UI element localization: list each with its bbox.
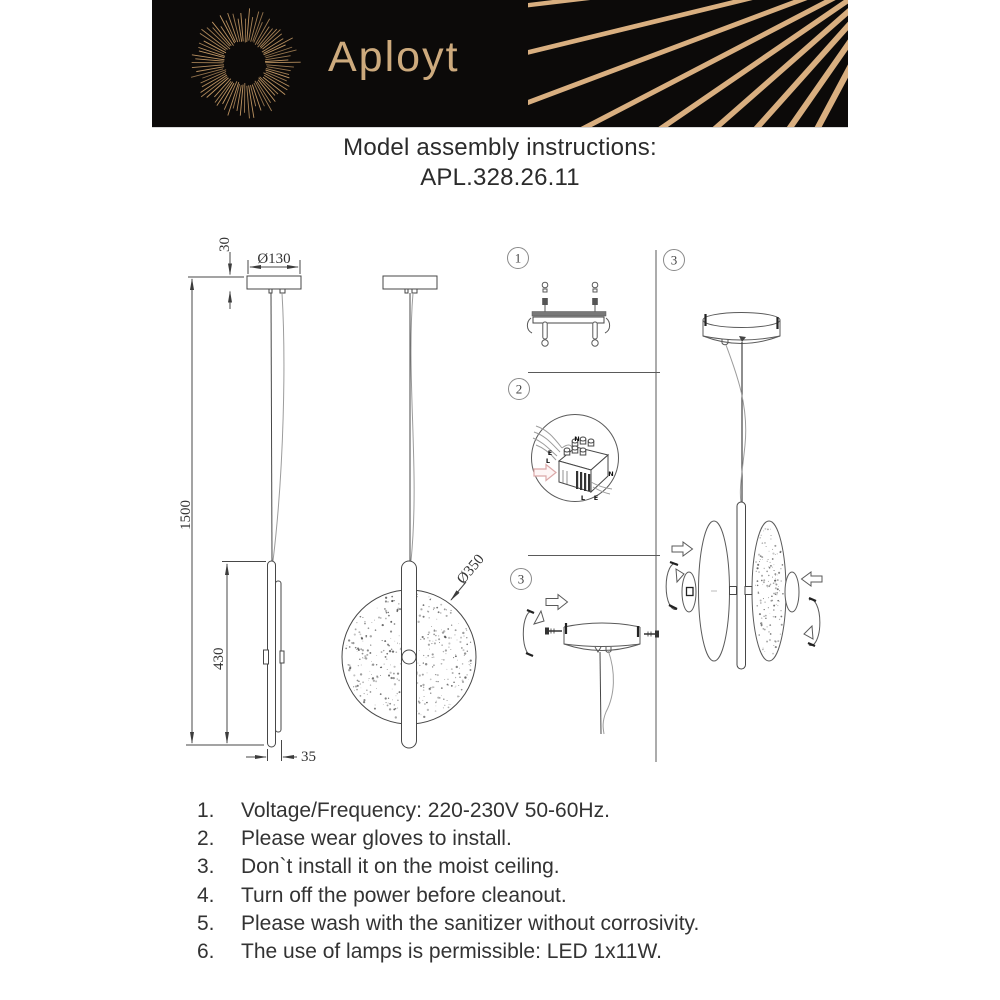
- item-text: Please wear gloves to install.: [241, 827, 512, 851]
- dim-430: [211, 562, 266, 744]
- item-text: The use of lamps is permissible: LED 1x11W.: [241, 940, 662, 964]
- wire-label-e: E: [593, 494, 599, 502]
- dim-30: [217, 237, 233, 309]
- wire-label-n: N: [608, 470, 614, 478]
- svg-text:2: 2: [515, 381, 523, 397]
- step1-badge: [508, 248, 529, 269]
- step1-diagram: [527, 282, 609, 346]
- dim-1500: [178, 277, 264, 745]
- insert-direction-arrow-icon: [534, 465, 556, 481]
- instructions-list: [197, 797, 977, 966]
- item-number: 2.: [197, 827, 215, 851]
- cable-front-view: [410, 293, 414, 561]
- wire-label-l: L: [545, 457, 551, 465]
- item-text: Don`t install it on the moist ceiling.: [241, 855, 560, 879]
- step2-diagram: [532, 415, 619, 503]
- technical-drawing: [150, 230, 850, 790]
- item-text: Turn off the power before cleanout.: [241, 883, 567, 907]
- wall-anchor: [542, 322, 548, 346]
- dim-35-label: 35: [301, 749, 316, 765]
- canopy-screw: [644, 631, 659, 638]
- brand-banner: [152, 0, 848, 128]
- item-number: 5.: [197, 911, 215, 935]
- ceiling-strip: [532, 312, 606, 317]
- dim-130-label: Ø130: [257, 251, 291, 267]
- canopy-screw: [545, 628, 562, 635]
- hub-cover-left: [682, 572, 696, 612]
- lamp-bar-side-view: [264, 561, 285, 747]
- dim-430-label: 430: [211, 647, 227, 670]
- lamp-rod: [737, 502, 746, 669]
- svg-text:3: 3: [670, 252, 678, 268]
- item-number: 3.: [197, 855, 215, 879]
- instruction-item: [197, 910, 977, 938]
- instruction-item: [197, 853, 977, 881]
- wire-label-l: L: [580, 494, 586, 502]
- lamp-rod-front-view: [402, 561, 417, 748]
- hanging-cable: [600, 652, 601, 734]
- wall-anchor: [592, 322, 598, 346]
- hanging-wire: [603, 650, 613, 734]
- brand-name: Aployt: [328, 33, 460, 81]
- model-number: APL.328.26.11: [420, 164, 580, 191]
- dim-350: [451, 552, 488, 600]
- dim-350-label: Ø350: [454, 551, 488, 588]
- side-hook: [527, 318, 532, 333]
- mounting-screw: [542, 282, 548, 312]
- decorative-rays-icon: [528, 0, 848, 127]
- instruction-item: [197, 882, 977, 910]
- item-text: Voltage/Frequency: 220-230V 50-60Hz.: [241, 799, 610, 822]
- title-block: [0, 133, 1000, 193]
- rotation-arrow-icon: [666, 562, 684, 610]
- dim-130: [248, 251, 300, 274]
- rod-connector: [730, 587, 737, 595]
- rod-connector: [745, 587, 752, 595]
- step3-right-badge: [664, 250, 685, 271]
- side-hook: [605, 318, 610, 333]
- step3-diagram: [523, 595, 659, 735]
- terminal-slots: [563, 470, 590, 491]
- sunburst-logo-icon: [185, 0, 305, 127]
- canopy-underside: [564, 623, 640, 651]
- rotation-arrow-icon: [523, 610, 544, 656]
- item-number: 1.: [197, 799, 215, 822]
- step3-badge: [511, 569, 532, 590]
- item-number: 6.: [197, 940, 215, 964]
- suspension-wire: [726, 345, 746, 503]
- dim-35: [246, 740, 316, 765]
- mounting-screw: [592, 282, 598, 312]
- step2-badge: [509, 379, 530, 400]
- dim-30-label: 30: [217, 237, 233, 252]
- instruction-item: [197, 825, 977, 853]
- rotation-arrow-icon: [804, 598, 820, 646]
- instruction-item: [197, 797, 977, 825]
- wire-label-n: N: [574, 435, 580, 443]
- item-text: Please wash with the sanitizer without corrosivity.: [241, 911, 700, 935]
- direction-arrow-icon: [802, 572, 823, 586]
- direction-arrow-icon: [546, 595, 568, 610]
- cable-side-view: [271, 293, 284, 561]
- svg-text:3: 3: [517, 571, 525, 587]
- dim-1500-label: 1500: [178, 500, 194, 530]
- step3-right-diagram: [666, 313, 822, 670]
- direction-arrow-icon: [672, 542, 693, 556]
- page-title: Model assembly instructions:: [343, 134, 657, 161]
- sparkle-disc: [752, 521, 786, 661]
- instruction-item: [197, 938, 977, 966]
- canopy-side-view: [247, 276, 301, 293]
- canopy-assembled: [703, 313, 780, 345]
- canopy-front-view: [383, 276, 437, 293]
- item-number: 4.: [197, 883, 215, 907]
- hub-cover-right: [785, 572, 799, 612]
- wire-label-e: E: [547, 449, 553, 457]
- hub-front-view: [402, 650, 416, 664]
- svg-text:1: 1: [514, 250, 522, 266]
